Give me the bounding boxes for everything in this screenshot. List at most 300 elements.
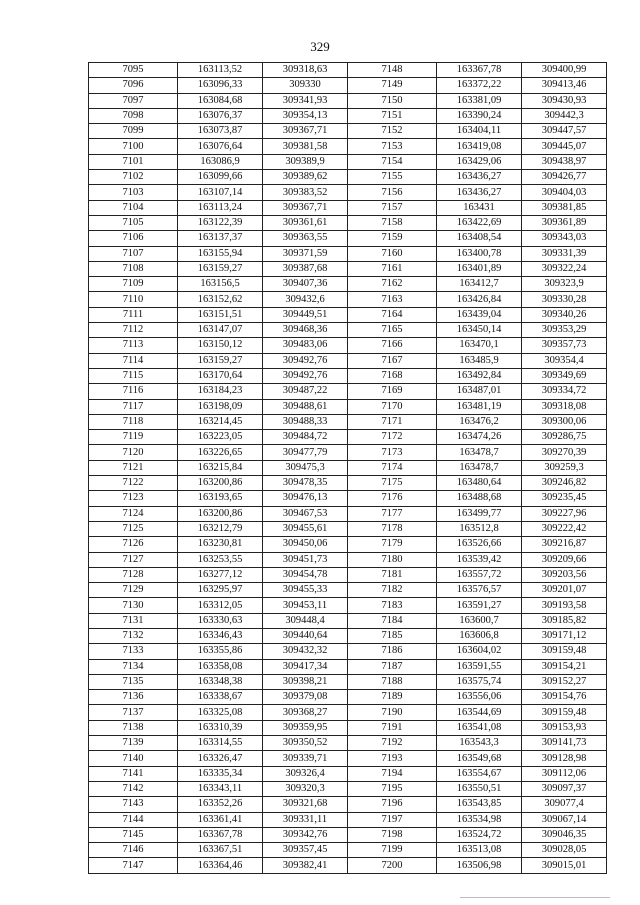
table-row	[89, 506, 607, 521]
y-coordinate-left-cell: 309432,32	[263, 644, 348, 659]
x-coordinate-right-cell: 163499,77	[437, 506, 522, 521]
x-coordinate-right-cell: 163539,42	[437, 552, 522, 567]
x-coordinate-right-cell: 163606,8	[437, 628, 522, 643]
x-coordinate-left-cell: 163367,78	[178, 827, 263, 842]
point-number-left-cell: 7134	[89, 659, 178, 674]
point-number-left-cell: 7101	[89, 154, 178, 169]
x-coordinate-left-cell: 163361,41	[178, 812, 263, 827]
x-coordinate-left-cell: 163113,52	[178, 63, 263, 78]
x-coordinate-left-cell: 163084,68	[178, 93, 263, 108]
point-number-left-cell: 7110	[89, 292, 178, 307]
point-number-right-cell: 7183	[348, 598, 437, 613]
x-coordinate-right-cell: 163429,06	[437, 154, 522, 169]
y-coordinate-right-cell: 309340,26	[522, 307, 607, 322]
x-coordinate-left-cell: 163193,65	[178, 491, 263, 506]
y-coordinate-left-cell: 309383,52	[263, 185, 348, 200]
x-coordinate-left-cell: 163159,27	[178, 261, 263, 276]
y-coordinate-left-cell: 309475,3	[263, 460, 348, 475]
table-row	[89, 674, 607, 689]
point-number-right-cell: 7184	[348, 613, 437, 628]
y-coordinate-right-cell: 309209,66	[522, 552, 607, 567]
y-coordinate-right-cell: 309331,39	[522, 246, 607, 261]
y-coordinate-left-cell: 309477,79	[263, 445, 348, 460]
y-coordinate-left-cell: 309453,11	[263, 598, 348, 613]
y-coordinate-left-cell: 309492,76	[263, 368, 348, 383]
point-number-right-cell: 7198	[348, 827, 437, 842]
y-coordinate-right-cell: 309159,48	[522, 644, 607, 659]
y-coordinate-left-cell: 309448,4	[263, 613, 348, 628]
coordinates-table	[88, 62, 607, 874]
x-coordinate-left-cell: 163122,39	[178, 215, 263, 230]
x-coordinate-left-cell: 163159,27	[178, 353, 263, 368]
y-coordinate-right-cell: 309349,69	[522, 368, 607, 383]
point-number-left-cell: 7115	[89, 368, 178, 383]
x-coordinate-right-cell: 163544,69	[437, 705, 522, 720]
x-coordinate-right-cell: 163575,74	[437, 674, 522, 689]
y-coordinate-right-cell: 309400,99	[522, 63, 607, 78]
x-coordinate-right-cell: 163492,84	[437, 368, 522, 383]
point-number-right-cell: 7161	[348, 261, 437, 276]
y-coordinate-right-cell: 309381,85	[522, 200, 607, 215]
y-coordinate-right-cell: 309438,97	[522, 154, 607, 169]
point-number-right-cell: 7199	[348, 843, 437, 858]
y-coordinate-right-cell: 309361,89	[522, 215, 607, 230]
point-number-right-cell: 7157	[348, 200, 437, 215]
y-coordinate-right-cell: 309128,98	[522, 751, 607, 766]
y-coordinate-left-cell: 309478,35	[263, 476, 348, 491]
table-row	[89, 384, 607, 399]
y-coordinate-right-cell: 309404,03	[522, 185, 607, 200]
y-coordinate-left-cell: 309382,41	[263, 858, 348, 873]
point-number-left-cell: 7102	[89, 170, 178, 185]
x-coordinate-left-cell: 163253,55	[178, 552, 263, 567]
y-coordinate-left-cell: 309330	[263, 78, 348, 93]
x-coordinate-left-cell: 163137,37	[178, 231, 263, 246]
y-coordinate-left-cell: 309407,36	[263, 277, 348, 292]
y-coordinate-left-cell: 309488,61	[263, 399, 348, 414]
table-row	[89, 200, 607, 215]
y-coordinate-right-cell: 309028,05	[522, 843, 607, 858]
point-number-right-cell: 7177	[348, 506, 437, 521]
y-coordinate-right-cell: 309141,73	[522, 736, 607, 751]
table-row	[89, 476, 607, 491]
x-coordinate-right-cell: 163549,68	[437, 751, 522, 766]
table-row	[89, 292, 607, 307]
y-coordinate-right-cell: 309227,96	[522, 506, 607, 521]
x-coordinate-right-cell: 163450,14	[437, 323, 522, 338]
point-number-left-cell: 7142	[89, 781, 178, 796]
table-row	[89, 644, 607, 659]
point-number-right-cell: 7190	[348, 705, 437, 720]
y-coordinate-left-cell: 309387,68	[263, 261, 348, 276]
x-coordinate-right-cell: 163412,7	[437, 277, 522, 292]
y-coordinate-left-cell: 309363,55	[263, 231, 348, 246]
point-number-left-cell: 7138	[89, 720, 178, 735]
point-number-right-cell: 7200	[348, 858, 437, 873]
x-coordinate-right-cell: 163591,27	[437, 598, 522, 613]
point-number-left-cell: 7133	[89, 644, 178, 659]
y-coordinate-right-cell: 309171,12	[522, 628, 607, 643]
y-coordinate-right-cell: 309322,24	[522, 261, 607, 276]
x-coordinate-right-cell: 163439,04	[437, 307, 522, 322]
y-coordinate-left-cell: 309483,06	[263, 338, 348, 353]
y-coordinate-left-cell: 309484,72	[263, 430, 348, 445]
point-number-right-cell: 7196	[348, 797, 437, 812]
x-coordinate-right-cell: 163556,06	[437, 690, 522, 705]
x-coordinate-left-cell: 163364,46	[178, 858, 263, 873]
y-coordinate-right-cell: 309046,35	[522, 827, 607, 842]
table-row	[89, 812, 607, 827]
point-number-left-cell: 7098	[89, 108, 178, 123]
table-row	[89, 583, 607, 598]
point-number-right-cell: 7148	[348, 63, 437, 78]
x-coordinate-left-cell: 163325,08	[178, 705, 263, 720]
x-coordinate-right-cell: 163436,27	[437, 185, 522, 200]
y-coordinate-right-cell: 309015,01	[522, 858, 607, 873]
y-coordinate-right-cell: 309154,76	[522, 690, 607, 705]
x-coordinate-left-cell: 163113,24	[178, 200, 263, 215]
x-coordinate-left-cell: 163352,26	[178, 797, 263, 812]
y-coordinate-left-cell: 309467,53	[263, 506, 348, 521]
x-coordinate-right-cell: 163436,27	[437, 170, 522, 185]
table-row	[89, 827, 607, 842]
point-number-right-cell: 7163	[348, 292, 437, 307]
x-coordinate-left-cell: 163335,34	[178, 766, 263, 781]
x-coordinate-right-cell: 163476,2	[437, 414, 522, 429]
y-coordinate-left-cell: 309331,11	[263, 812, 348, 827]
x-coordinate-right-cell: 163591,55	[437, 659, 522, 674]
y-coordinate-right-cell: 309445,07	[522, 139, 607, 154]
x-coordinate-left-cell: 163184,23	[178, 384, 263, 399]
x-coordinate-left-cell: 163096,33	[178, 78, 263, 93]
x-coordinate-left-cell: 163073,87	[178, 124, 263, 139]
point-number-right-cell: 7173	[348, 445, 437, 460]
table-row	[89, 445, 607, 460]
y-coordinate-left-cell: 309361,61	[263, 215, 348, 230]
point-number-right-cell: 7188	[348, 674, 437, 689]
table-row	[89, 261, 607, 276]
x-coordinate-right-cell: 163426,84	[437, 292, 522, 307]
y-coordinate-right-cell: 309077,4	[522, 797, 607, 812]
y-coordinate-right-cell: 309354,4	[522, 353, 607, 368]
point-number-right-cell: 7171	[348, 414, 437, 429]
y-coordinate-left-cell: 309381,58	[263, 139, 348, 154]
y-coordinate-left-cell: 309451,73	[263, 552, 348, 567]
x-coordinate-right-cell: 163474,26	[437, 430, 522, 445]
table-row	[89, 78, 607, 93]
x-coordinate-right-cell: 163372,22	[437, 78, 522, 93]
x-coordinate-right-cell: 163485,9	[437, 353, 522, 368]
x-coordinate-right-cell: 163404,11	[437, 124, 522, 139]
x-coordinate-right-cell: 163512,8	[437, 521, 522, 536]
point-number-left-cell: 7104	[89, 200, 178, 215]
point-number-left-cell: 7141	[89, 766, 178, 781]
table-row	[89, 124, 607, 139]
point-number-right-cell: 7192	[348, 736, 437, 751]
x-coordinate-right-cell: 163576,57	[437, 583, 522, 598]
table-row	[89, 797, 607, 812]
point-number-left-cell: 7127	[89, 552, 178, 567]
y-coordinate-right-cell: 309067,14	[522, 812, 607, 827]
x-coordinate-left-cell: 163152,62	[178, 292, 263, 307]
point-number-right-cell: 7189	[348, 690, 437, 705]
y-coordinate-right-cell: 309413,46	[522, 78, 607, 93]
table-row	[89, 843, 607, 858]
point-number-right-cell: 7159	[348, 231, 437, 246]
point-number-left-cell: 7129	[89, 583, 178, 598]
y-coordinate-left-cell: 309432,6	[263, 292, 348, 307]
y-coordinate-right-cell: 309259,3	[522, 460, 607, 475]
point-number-left-cell: 7117	[89, 399, 178, 414]
point-number-right-cell: 7151	[348, 108, 437, 123]
table-row	[89, 781, 607, 796]
x-coordinate-left-cell: 163343,11	[178, 781, 263, 796]
y-coordinate-right-cell: 309216,87	[522, 537, 607, 552]
point-number-right-cell: 7152	[348, 124, 437, 139]
table-row	[89, 399, 607, 414]
x-coordinate-left-cell: 163348,38	[178, 674, 263, 689]
point-number-left-cell: 7099	[89, 124, 178, 139]
table-row	[89, 430, 607, 445]
y-coordinate-right-cell: 309353,29	[522, 323, 607, 338]
y-coordinate-right-cell: 309097,37	[522, 781, 607, 796]
y-coordinate-left-cell: 309389,9	[263, 154, 348, 169]
x-coordinate-right-cell: 163478,7	[437, 445, 522, 460]
point-number-left-cell: 7103	[89, 185, 178, 200]
table-row	[89, 368, 607, 383]
y-coordinate-right-cell: 309235,45	[522, 491, 607, 506]
point-number-right-cell: 7165	[348, 323, 437, 338]
x-coordinate-right-cell: 163543,85	[437, 797, 522, 812]
table-row	[89, 460, 607, 475]
point-number-right-cell: 7197	[348, 812, 437, 827]
x-coordinate-left-cell: 163367,51	[178, 843, 263, 858]
point-number-left-cell: 7100	[89, 139, 178, 154]
table-row	[89, 231, 607, 246]
x-coordinate-left-cell: 163358,08	[178, 659, 263, 674]
point-number-left-cell: 7132	[89, 628, 178, 643]
point-number-right-cell: 7164	[348, 307, 437, 322]
point-number-right-cell: 7169	[348, 384, 437, 399]
x-coordinate-left-cell: 163226,65	[178, 445, 263, 460]
x-coordinate-left-cell: 163277,12	[178, 567, 263, 582]
point-number-right-cell: 7175	[348, 476, 437, 491]
point-number-right-cell: 7150	[348, 93, 437, 108]
point-number-right-cell: 7170	[348, 399, 437, 414]
table-row	[89, 154, 607, 169]
y-coordinate-right-cell: 309286,75	[522, 430, 607, 445]
y-coordinate-right-cell: 309447,57	[522, 124, 607, 139]
y-coordinate-left-cell: 309398,21	[263, 674, 348, 689]
point-number-right-cell: 7162	[348, 277, 437, 292]
y-coordinate-left-cell: 309321,68	[263, 797, 348, 812]
point-number-right-cell: 7160	[348, 246, 437, 261]
y-coordinate-left-cell: 309371,59	[263, 246, 348, 261]
point-number-right-cell: 7174	[348, 460, 437, 475]
table-row	[89, 613, 607, 628]
point-number-left-cell: 7111	[89, 307, 178, 322]
table-row	[89, 353, 607, 368]
table-row	[89, 766, 607, 781]
point-number-right-cell: 7172	[348, 430, 437, 445]
x-coordinate-right-cell: 163422,69	[437, 215, 522, 230]
point-number-right-cell: 7158	[348, 215, 437, 230]
x-coordinate-right-cell: 163488,68	[437, 491, 522, 506]
x-coordinate-left-cell: 163215,84	[178, 460, 263, 475]
x-coordinate-right-cell: 163401,89	[437, 261, 522, 276]
y-coordinate-left-cell: 309367,71	[263, 200, 348, 215]
y-coordinate-right-cell: 309185,82	[522, 613, 607, 628]
point-number-right-cell: 7153	[348, 139, 437, 154]
point-number-left-cell: 7118	[89, 414, 178, 429]
x-coordinate-left-cell: 163223,05	[178, 430, 263, 445]
x-coordinate-left-cell: 163326,47	[178, 751, 263, 766]
point-number-left-cell: 7144	[89, 812, 178, 827]
point-number-left-cell: 7123	[89, 491, 178, 506]
point-number-right-cell: 7154	[348, 154, 437, 169]
point-number-right-cell: 7185	[348, 628, 437, 643]
table-row	[89, 567, 607, 582]
x-coordinate-right-cell: 163367,78	[437, 63, 522, 78]
y-coordinate-left-cell: 309357,45	[263, 843, 348, 858]
y-coordinate-right-cell: 309442,3	[522, 108, 607, 123]
x-coordinate-right-cell: 163554,67	[437, 766, 522, 781]
x-coordinate-left-cell: 163099,66	[178, 170, 263, 185]
y-coordinate-right-cell: 309334,72	[522, 384, 607, 399]
point-number-left-cell: 7131	[89, 613, 178, 628]
y-coordinate-left-cell: 309476,13	[263, 491, 348, 506]
point-number-left-cell: 7105	[89, 215, 178, 230]
y-coordinate-left-cell: 309455,61	[263, 521, 348, 536]
point-number-left-cell: 7116	[89, 384, 178, 399]
point-number-right-cell: 7187	[348, 659, 437, 674]
point-number-right-cell: 7181	[348, 567, 437, 582]
point-number-left-cell: 7108	[89, 261, 178, 276]
x-coordinate-left-cell: 163310,39	[178, 720, 263, 735]
x-coordinate-right-cell: 163487,01	[437, 384, 522, 399]
y-coordinate-right-cell: 309318,08	[522, 399, 607, 414]
x-coordinate-right-cell: 163524,72	[437, 827, 522, 842]
point-number-left-cell: 7113	[89, 338, 178, 353]
table-row	[89, 491, 607, 506]
x-coordinate-right-cell: 163600,7	[437, 613, 522, 628]
x-coordinate-left-cell: 163330,63	[178, 613, 263, 628]
table-row	[89, 690, 607, 705]
y-coordinate-left-cell: 309492,76	[263, 353, 348, 368]
point-number-right-cell: 7180	[348, 552, 437, 567]
point-number-right-cell: 7176	[348, 491, 437, 506]
y-coordinate-right-cell: 309330,28	[522, 292, 607, 307]
x-coordinate-right-cell: 163390,24	[437, 108, 522, 123]
x-coordinate-left-cell: 163295,97	[178, 583, 263, 598]
x-coordinate-right-cell: 163513,08	[437, 843, 522, 858]
point-number-left-cell: 7106	[89, 231, 178, 246]
y-coordinate-right-cell: 309323,9	[522, 277, 607, 292]
point-number-left-cell: 7109	[89, 277, 178, 292]
x-coordinate-right-cell: 163557,72	[437, 567, 522, 582]
page-number: 329	[310, 39, 330, 54]
y-coordinate-right-cell: 309357,73	[522, 338, 607, 353]
table-row	[89, 598, 607, 613]
y-coordinate-left-cell: 309341,93	[263, 93, 348, 108]
y-coordinate-left-cell: 309320,3	[263, 781, 348, 796]
table-row	[89, 659, 607, 674]
table-row	[89, 858, 607, 873]
y-coordinate-left-cell: 309389,62	[263, 170, 348, 185]
x-coordinate-right-cell: 163400,78	[437, 246, 522, 261]
point-number-left-cell: 7122	[89, 476, 178, 491]
x-coordinate-right-cell: 163431	[437, 200, 522, 215]
point-number-right-cell: 7195	[348, 781, 437, 796]
point-number-left-cell: 7137	[89, 705, 178, 720]
point-number-right-cell: 7149	[348, 78, 437, 93]
point-number-left-cell: 7147	[89, 858, 178, 873]
table-row	[89, 521, 607, 536]
x-coordinate-left-cell: 163076,37	[178, 108, 263, 123]
y-coordinate-left-cell: 309368,27	[263, 705, 348, 720]
point-number-right-cell: 7186	[348, 644, 437, 659]
point-number-left-cell: 7120	[89, 445, 178, 460]
table-row	[89, 628, 607, 643]
y-coordinate-left-cell: 309455,33	[263, 583, 348, 598]
x-coordinate-right-cell: 163534,98	[437, 812, 522, 827]
y-coordinate-left-cell: 309449,51	[263, 307, 348, 322]
point-number-left-cell: 7114	[89, 353, 178, 368]
y-coordinate-right-cell: 309153,93	[522, 720, 607, 735]
table-row	[89, 414, 607, 429]
x-coordinate-left-cell: 163107,14	[178, 185, 263, 200]
x-coordinate-left-cell: 163170,64	[178, 368, 263, 383]
x-coordinate-right-cell: 163381,09	[437, 93, 522, 108]
coordinates-table-body	[89, 63, 607, 874]
point-number-left-cell: 7146	[89, 843, 178, 858]
x-coordinate-left-cell: 163346,43	[178, 628, 263, 643]
point-number-right-cell: 7178	[348, 521, 437, 536]
y-coordinate-left-cell: 309359,95	[263, 720, 348, 735]
y-coordinate-left-cell: 309367,71	[263, 124, 348, 139]
y-coordinate-right-cell: 309270,39	[522, 445, 607, 460]
point-number-left-cell: 7135	[89, 674, 178, 689]
point-number-left-cell: 7095	[89, 63, 178, 78]
point-number-right-cell: 7193	[348, 751, 437, 766]
table-row	[89, 215, 607, 230]
y-coordinate-left-cell: 309468,36	[263, 323, 348, 338]
y-coordinate-right-cell: 309430,93	[522, 93, 607, 108]
x-coordinate-left-cell: 163147,07	[178, 323, 263, 338]
y-coordinate-left-cell: 309350,52	[263, 736, 348, 751]
table-row	[89, 93, 607, 108]
point-number-left-cell: 7128	[89, 567, 178, 582]
x-coordinate-left-cell: 163076,64	[178, 139, 263, 154]
x-coordinate-right-cell: 163526,66	[437, 537, 522, 552]
x-coordinate-left-cell: 163214,45	[178, 414, 263, 429]
point-number-left-cell: 7145	[89, 827, 178, 842]
x-coordinate-left-cell: 163230,81	[178, 537, 263, 552]
point-number-left-cell: 7107	[89, 246, 178, 261]
y-coordinate-right-cell: 309112,06	[522, 766, 607, 781]
x-coordinate-right-cell: 163419,08	[437, 139, 522, 154]
y-coordinate-left-cell: 309379,08	[263, 690, 348, 705]
point-number-left-cell: 7119	[89, 430, 178, 445]
point-number-right-cell: 7194	[348, 766, 437, 781]
x-coordinate-right-cell: 163470,1	[437, 338, 522, 353]
y-coordinate-right-cell: 309246,82	[522, 476, 607, 491]
table-row	[89, 537, 607, 552]
y-coordinate-left-cell: 309318,63	[263, 63, 348, 78]
y-coordinate-left-cell: 309326,4	[263, 766, 348, 781]
y-coordinate-right-cell: 309426,77	[522, 170, 607, 185]
x-coordinate-left-cell: 163086,9	[178, 154, 263, 169]
